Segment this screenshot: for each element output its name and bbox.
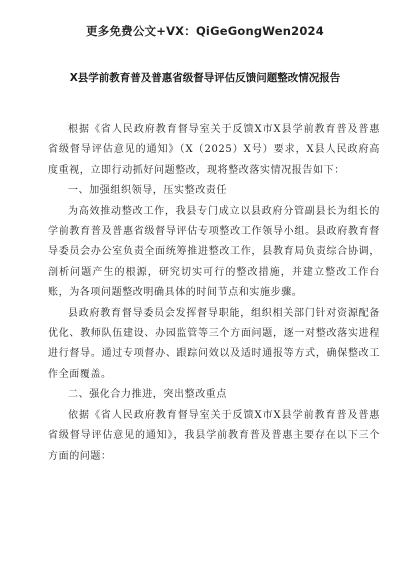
- paragraph-problems: 依据《省人民政府教育督导室关于反馈X市X县学前教育普及普惠省级督导评估意见的通知》，我县学前教育普及普惠主要存在以下三个方面的问题：: [48, 409, 380, 462]
- section-heading-1: 一、加强组织领导，压实整改责任: [68, 185, 227, 197]
- paragraph-supervision: 县政府教育督导委员会发挥督导职能，组织相关部门针对资源配备优化、教师队伍建设、办园监管等三个方面问题，逐一对整改落实进程进行督导。通过专项督办、跟踪问效以及适时通报等方式，确保整改工作全面覆盖。: [48, 307, 380, 380]
- header-note: 更多免费公文+VX：QiGeGongWen2024: [86, 24, 324, 38]
- document-title: X县学前教育普及普惠省级督导评估反馈问题整改情况报告: [69, 72, 341, 84]
- paragraph-leadership: 为高效推动整改工作，我县专门成立以县政府分管副县长为组长的学前教育普及普惠省级督导评估专项整改工作领导小组。县政府教育督导委员会办公室负责全面统筹推进整改工作，县教育局负责综合协调，剖析问题产生的根源，研究切实可行的整改措施，并建立整改工作台账，为各项问题整改明确具体的时间节点和实施步骤。: [48, 205, 380, 299]
- section-heading-2: 二、强化合力推进，突出整改重点: [68, 389, 227, 401]
- paragraph-intro: 根据《省人民政府教育督导室关于反馈X市X县学前教育普及普惠省级督导评估意见的通知》（X（2025）X号）要求，X县人民政府高度重视，立即行动抓好问题整改，现将整改落实情况报告如下：: [48, 124, 380, 176]
- document-body: [48, 120, 380, 467]
